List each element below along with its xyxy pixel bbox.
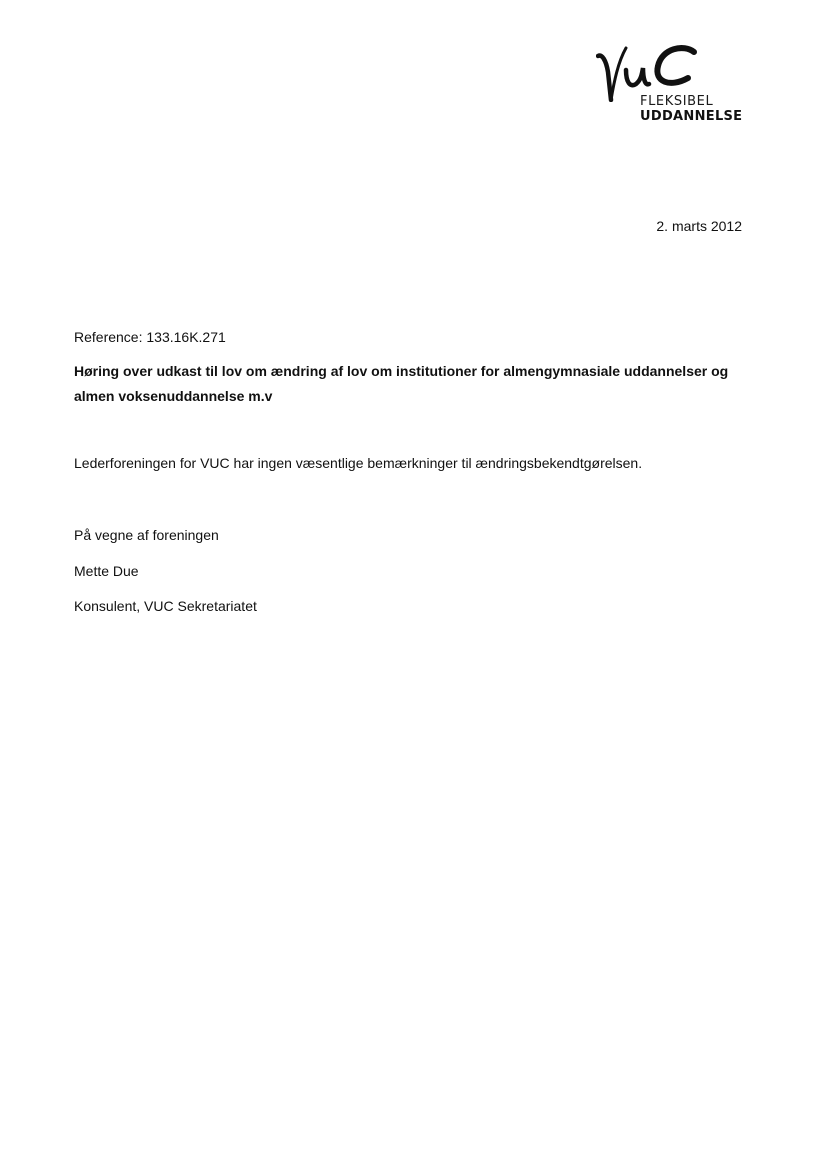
vuc-logo xyxy=(596,42,746,132)
signature-title: Konsulent, VUC Sekretariatet xyxy=(74,598,257,614)
body-paragraph: Lederforeningen for VUC har ingen væsentlige bemærkninger til ændringsbekendtgørelsen. xyxy=(74,455,643,471)
signature-closing: På vegne af foreningen xyxy=(74,527,219,543)
logo-tagline-2: UDDANNELSE xyxy=(640,109,743,124)
letter-date: 2. marts 2012 xyxy=(656,218,742,234)
vuc-logo-mark xyxy=(596,42,746,102)
logo-tagline-1: FLEKSIBEL xyxy=(640,94,714,109)
subject-heading: Høring over udkast til lov om ændring af lov om institutioner for almengymnasiale uddannelser og almen voksenuddannelse m.v xyxy=(74,363,729,404)
reference-number: Reference: 133.16K.271 xyxy=(74,329,226,345)
signature-name: Mette Due xyxy=(74,563,139,579)
